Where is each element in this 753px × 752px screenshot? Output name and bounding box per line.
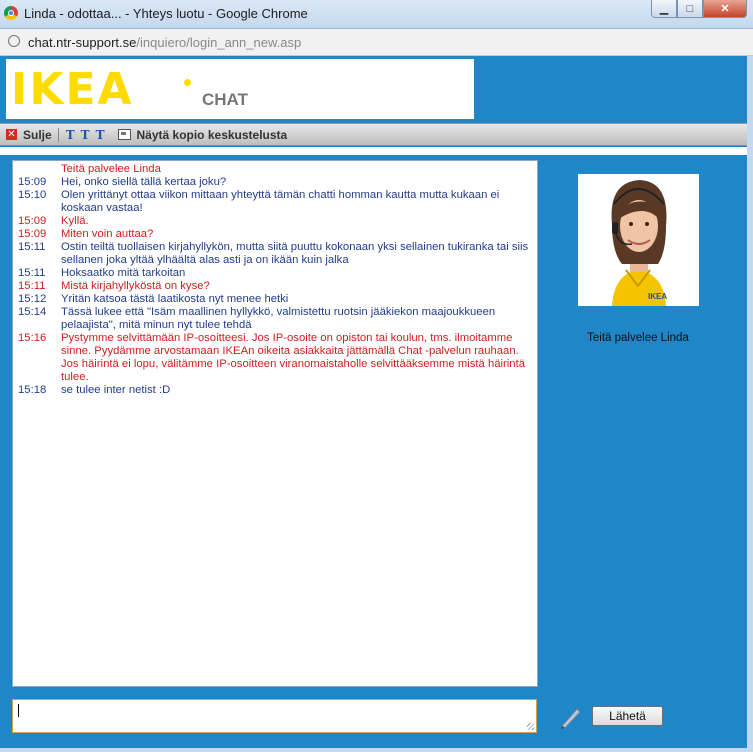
window-titlebar bbox=[0, 0, 753, 29]
close-chat-button[interactable]: Sulje bbox=[23, 127, 52, 142]
window-border-right bbox=[747, 56, 753, 752]
message-time: 15:09 bbox=[18, 215, 47, 227]
chat-toolbar bbox=[0, 123, 747, 146]
user-message bbox=[13, 189, 537, 215]
agent-message bbox=[13, 163, 537, 176]
user-message bbox=[13, 293, 537, 306]
shirt-logo: IKEA bbox=[648, 292, 668, 301]
user-message bbox=[13, 267, 537, 280]
close-window-button[interactable]: ✕ bbox=[703, 0, 747, 18]
url-host: chat.ntr-support.se bbox=[28, 35, 137, 50]
chat-transcript[interactable] bbox=[12, 160, 538, 687]
registered-mark-icon bbox=[184, 79, 191, 86]
ikea-logo-text: IKEA bbox=[11, 63, 134, 115]
message-time: 15:14 bbox=[18, 306, 47, 318]
send-button[interactable]: Lähetä bbox=[592, 706, 663, 726]
message-text: Tässä lukee että "Isäm maallinen hyllykkö, valmistettu ruotsin jääkiekon maajoukkueen pelaajista", mitä minun nyt tulee tehdä bbox=[61, 306, 496, 331]
user-message bbox=[13, 384, 537, 397]
text-size-decrease-icon[interactable]: T bbox=[80, 127, 90, 142]
window-border-bottom bbox=[0, 748, 753, 752]
message-text: Mistä kirjahyllyköstä on kyse? bbox=[61, 280, 210, 292]
message-text: Pystymme selvittämään IP-osoitteesi. Jos IP-osoite on opiston tai koulun, tms. ilmoitamme sinne. Pyydämme arvostamaan IKEAn oikeita asiakkaita jättämällä Chat -palvelun rauhaan. Jos häirintä ei lopu, välitämme IP-osoitteen viranomaistaholle selvittääksemme mistä häirintä tulee. bbox=[61, 332, 526, 383]
message-text: Yritän katsoa tästä laatikosta nyt menee hetki bbox=[61, 293, 289, 305]
show-transcript-button[interactable]: Näytä kopio keskustelusta bbox=[136, 127, 288, 142]
agent-message bbox=[13, 280, 537, 293]
text-caret bbox=[18, 704, 19, 717]
message-text: Ostin teiltä tuollaisen kirjahyllykön, mutta siitä puuttu kokonaan yksi sellainen tukiranka tai siis sellanen joka yltää ylhäältä alas asti ja on ikään kuin jalka bbox=[61, 241, 529, 266]
message-time: 15:16 bbox=[18, 332, 47, 344]
agent-caption: Teitä palvelee Linda bbox=[587, 332, 689, 344]
agent-message bbox=[13, 332, 537, 384]
message-time: 15:11 bbox=[18, 280, 46, 292]
agent-photo bbox=[578, 174, 699, 306]
window-controls bbox=[651, 0, 747, 18]
message-time: 15:11 bbox=[18, 267, 46, 279]
agent-message bbox=[13, 228, 537, 241]
message-time: 15:10 bbox=[18, 189, 47, 201]
message-time bbox=[13, 163, 61, 176]
toolbar-spacer bbox=[0, 147, 747, 155]
resize-grip-icon[interactable] bbox=[527, 723, 534, 730]
text-size-increase-icon[interactable]: T bbox=[95, 127, 105, 142]
toolbar-divider bbox=[58, 128, 59, 142]
url-text[interactable] bbox=[28, 35, 301, 50]
message-text: Miten voin auttaa? bbox=[61, 228, 154, 240]
chrome-icon bbox=[4, 6, 18, 20]
window-title: Linda - odottaa... - Yhteys luotu - Google Chrome bbox=[24, 6, 308, 21]
message-text: Kyllä. bbox=[61, 215, 89, 227]
close-chat-icon[interactable]: ✕ bbox=[7, 129, 16, 140]
header-logo-area bbox=[6, 59, 474, 119]
message-time: 15:11 bbox=[18, 241, 46, 253]
ikea-logo bbox=[11, 63, 134, 115]
message-time: 15:12 bbox=[18, 293, 47, 305]
message-text: Hei, onko siellä tällä kertaa joku? bbox=[61, 176, 227, 188]
user-message bbox=[13, 241, 537, 267]
message-text: Olen yrittänyt ottaa viikon mittaan yhteyttä tämän chatti homman kautta mutta kukaan ei koskaan vastaa! bbox=[61, 189, 500, 214]
address-bar[interactable] bbox=[0, 29, 753, 56]
message-text: Teitä palvelee Linda bbox=[61, 163, 161, 175]
chat-heading: CHAT bbox=[202, 90, 248, 109]
url-path: /inquiero/login_ann_new.asp bbox=[136, 35, 302, 50]
agent-message bbox=[13, 215, 537, 228]
message-input[interactable] bbox=[12, 699, 537, 733]
chat-page bbox=[0, 56, 747, 748]
pen-icon bbox=[558, 704, 584, 730]
message-text: Hoksaatko mitä tarkoitan bbox=[61, 267, 186, 279]
transcript-icon[interactable] bbox=[118, 129, 131, 140]
message-time: 15:18 bbox=[18, 384, 47, 396]
user-message bbox=[13, 176, 537, 189]
user-message bbox=[13, 306, 537, 332]
text-size-default-icon[interactable]: T bbox=[65, 127, 75, 142]
minimize-button[interactable]: ▁ bbox=[651, 0, 677, 18]
message-time: 15:09 bbox=[18, 228, 47, 240]
globe-icon bbox=[8, 35, 20, 47]
maximize-button[interactable]: □ bbox=[677, 0, 703, 18]
message-text: se tulee inter netist :D bbox=[61, 384, 171, 396]
message-time: 15:09 bbox=[18, 176, 47, 188]
